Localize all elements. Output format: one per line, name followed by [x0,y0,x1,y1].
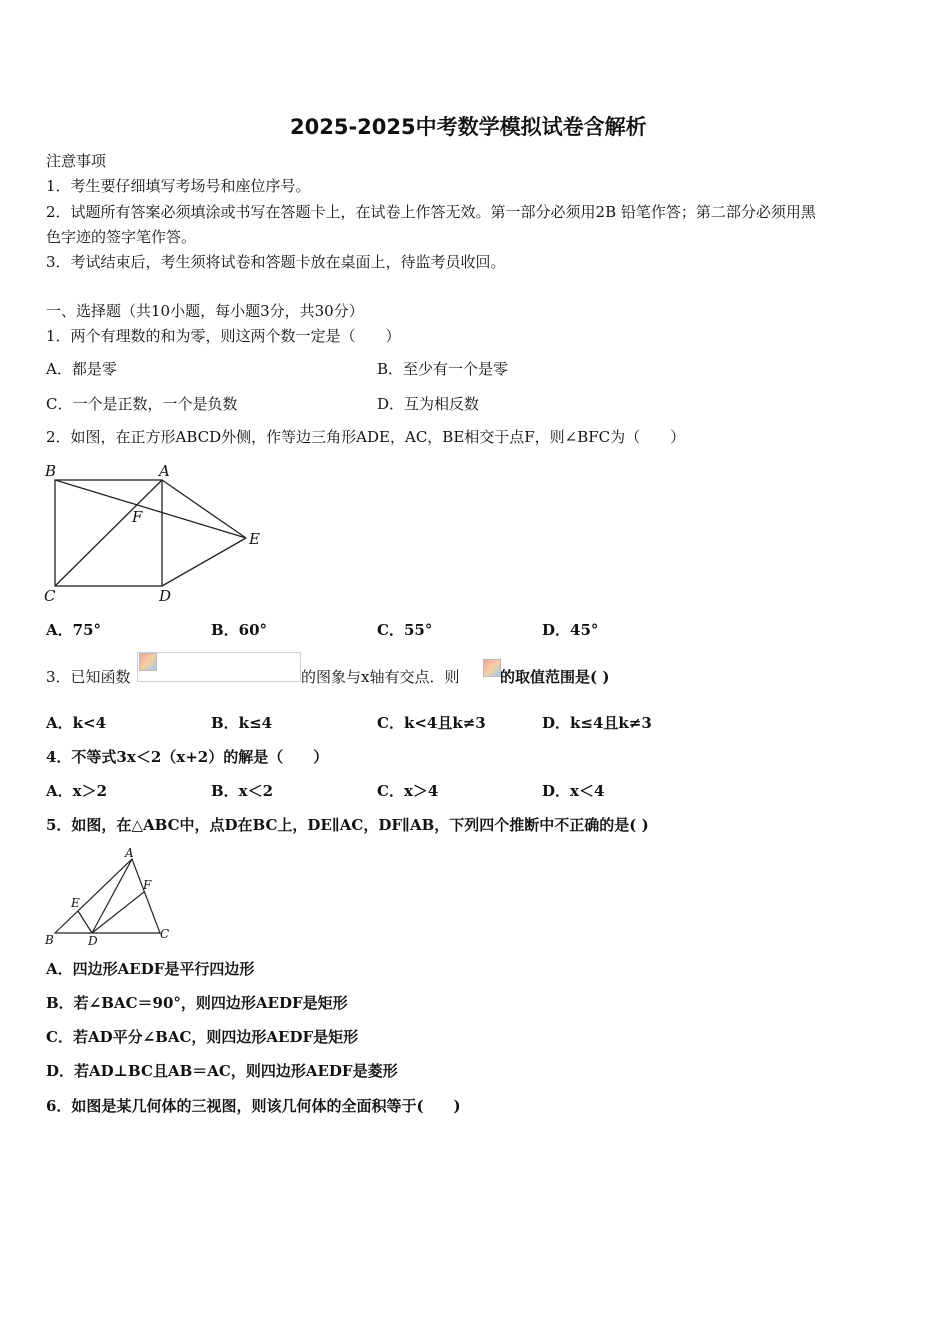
q3-option-a: A．k<4 [46,714,107,732]
question-3-stem-part3: 的取值范围是( ) [500,668,610,686]
notice-item: 色字迹的签字笔作答。 [46,228,197,246]
question-4-stem: 4．不等式3x＜2（x+2）的解是（ ） [46,748,329,766]
function-formula-image [137,652,301,682]
q4-option-a: A．x＞2 [46,782,108,800]
label-f: F [143,878,152,892]
label-a: A [159,462,170,480]
broken-image-icon [483,659,501,677]
label-b: B [45,933,54,947]
label-e: E [249,530,260,548]
q2-option-a: A．75° [46,621,102,639]
q5-figure-triangle [40,845,180,950]
q1-option-b: B．至少有一个是零 [377,360,509,378]
q1-option-c: C．一个是正数，一个是负数 [46,395,238,413]
notice-item: 3．考试结束后，考生须将试卷和答题卡放在桌面上，待监考员收回。 [46,253,506,271]
q4-option-c: C．x＞4 [377,782,439,800]
q5-option-b: B．若∠BAC＝90°，则四边形AEDF是矩形 [46,994,348,1012]
question-3-stem-part1: 3．已知函数 [46,668,131,686]
question-5-stem: 5．如图，在△ABC中，点D在BC上，DE∥AC，DF∥AB，下列四个推断中不正确的是( ) [46,816,649,834]
label-c: C [160,927,170,941]
question-2-stem: 2．如图，在正方形ABCD外侧，作等边三角形ADE，AC，BE相交于点F，则∠BFC为（ ） [46,428,686,446]
notice-item: 2．试题所有答案必须填涂或书写在答题卡上，在试卷上作答无效。第一部分必须用2B 铅笔作答；第二部分必须用黑 [46,203,816,221]
question-3-stem-part2: 的图象与x轴有交点．则 [301,668,460,686]
notice-item: 1．考生要仔细填写考场号和座位序号。 [46,177,311,195]
label-a: A [125,846,134,860]
q2-option-c: C．55° [377,621,433,639]
q3-option-d: D．k≤4且k≠3 [542,714,652,732]
label-c: C [44,587,56,605]
q1-option-d: D．互为相反数 [377,395,480,413]
q2-option-b: B．60° [211,621,268,639]
q2-option-d: D．45° [542,621,599,639]
label-d: D [88,934,98,948]
label-b: B [45,462,57,480]
section-heading: 一、选择题（共10小题，每小题3分，共30分） [46,302,364,320]
q3-option-b: B．k≤4 [211,714,273,732]
label-d: D [159,587,172,605]
q2-figure-square-triangle [40,458,280,608]
q1-option-a: A．都是零 [46,360,117,378]
q5-option-a: A．四边形AEDF是平行四边形 [46,960,255,978]
label-e: E [71,896,80,910]
q4-option-d: D．x＜4 [542,782,605,800]
q3-option-c: C．k<4且k≠3 [377,714,486,732]
notice-heading: 注意事项 [46,152,107,170]
q5-option-d: D．若AD⊥BC且AB＝AC，则四边形AEDF是菱形 [46,1062,398,1080]
label-f: F [132,508,143,526]
question-1-stem: 1．两个有理数的和为零，则这两个数一定是（ ） [46,327,401,345]
question-6-stem: 6．如图是某几何体的三视图，则该几何体的全面积等于( ) [46,1097,461,1115]
broken-image-icon [139,653,157,671]
q5-option-c: C．若AD平分∠BAC，则四边形AEDF是矩形 [46,1028,359,1046]
q4-option-b: B．x＜2 [211,782,274,800]
page-title: 2025-2025中考数学模拟试卷含解析 [290,115,647,139]
